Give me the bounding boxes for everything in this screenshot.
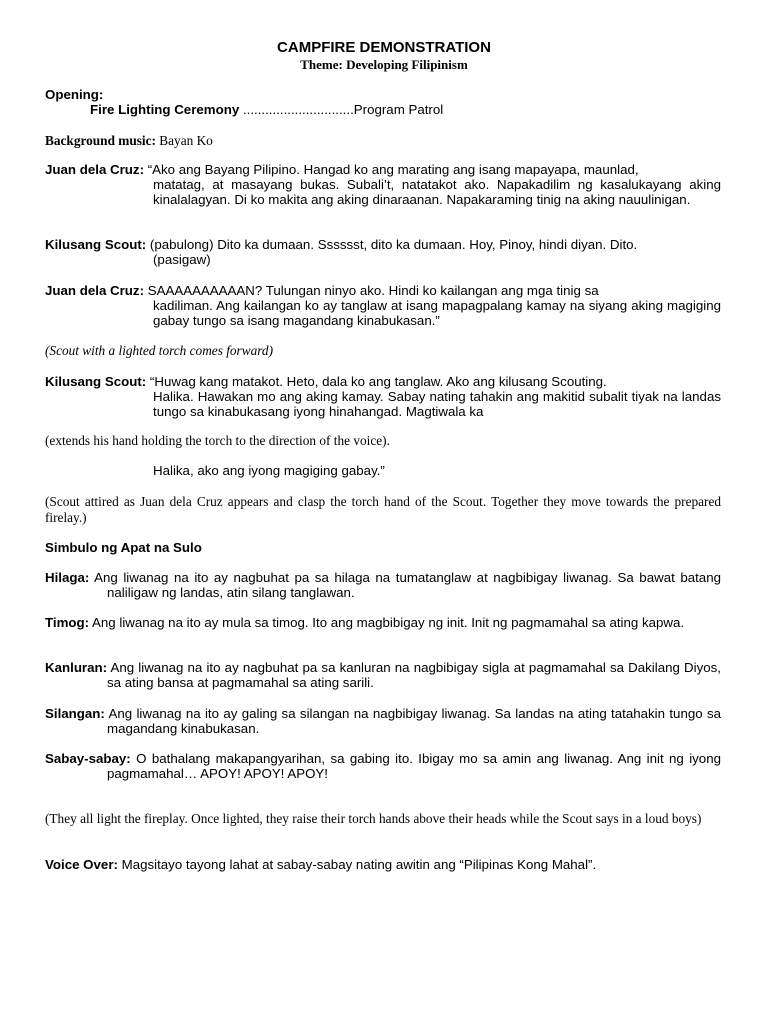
dialogue-continuation: matatag, at masayang bukas. Subali’t, natatakot ako. Napakadilim ng kasalukayang aking kinalalagyan. Di ko makita ang aking dinaraanan. Napakaraming tinig na aking nauulinigan. bbox=[153, 177, 721, 207]
speaker-name: Juan dela Cruz: bbox=[45, 162, 145, 177]
speaker-name: Kilusang Scout: bbox=[45, 237, 147, 252]
stage-note-4: (They all light the fireplay. Once lighted, they raise their torch hands above their heads while the Scout says in a loud boys) bbox=[45, 811, 702, 826]
speaker-name: Juan dela Cruz: bbox=[45, 283, 145, 298]
opening-dots: .............................. bbox=[242, 102, 354, 117]
background-music-label: Background music: bbox=[45, 133, 156, 148]
direction-text: Ang liwanag na ito ay nagbuhat pa sa kanluran na nagbibigay sigla at pagmamahal sa Dakilang Diyos, sa ating bansa at pagmamahal sa ating sarili. bbox=[107, 660, 721, 690]
dialogue-juan-1 bbox=[45, 162, 721, 207]
direction-text: Ang liwanag na ito ay nagbuhat pa sa hilaga na tumatanglaw at nagbibigay liwanag. Sa bawat batang naliligaw ng landas, atin silang tanglawan. bbox=[94, 570, 721, 600]
background-music bbox=[45, 133, 721, 149]
dialogue-first-line bbox=[45, 283, 721, 298]
dialogue-continuation: (pasigaw) bbox=[153, 252, 211, 267]
section-heading: Simbulo ng Apat na Sulo bbox=[45, 540, 202, 555]
opening-label: Opening: bbox=[45, 87, 104, 102]
dialogue-continuation: Halika. Hawakan mo ang aking kamay. Sabay nating tahakin ang makitid subalit tiyak na landas tungo sa kinabukasang iyong hinahangad. Magtiwala ka bbox=[153, 389, 721, 419]
page-title: CAMPFIRE DEMONSTRATION bbox=[277, 39, 491, 56]
opening-item: Fire Lighting Ceremony bbox=[90, 102, 240, 117]
background-music-value: Bayan Ko bbox=[159, 133, 213, 148]
stage-note-1: (Scout with a lighted torch comes forward) bbox=[45, 343, 273, 358]
direction-hilaga bbox=[45, 570, 721, 600]
direction-timog bbox=[45, 615, 721, 630]
dialogue-text: SAAAAAAAAAAN? Tulungan ninyo ako. Hindi ko kailangan ang mga tinig sa bbox=[147, 283, 599, 298]
dialogue-scout-2 bbox=[45, 374, 721, 419]
direction-sabay-sabay bbox=[45, 751, 721, 781]
dialogue-first-line bbox=[45, 374, 721, 389]
direction-label: Timog: bbox=[45, 615, 90, 630]
dialogue-first-line bbox=[45, 237, 721, 252]
direction-kanluran bbox=[45, 660, 721, 690]
dialogue-first-line bbox=[45, 162, 721, 177]
dialogue-scout-2-continued: Halika, ako ang iyong magiging gabay.” bbox=[153, 463, 385, 478]
direction-silangan bbox=[45, 706, 721, 736]
opening-line bbox=[90, 102, 690, 117]
dialogue-juan-2 bbox=[45, 283, 721, 328]
direction-label: Sabay-sabay: bbox=[45, 751, 131, 766]
dialogue-text: “Huwag kang matakot. Heto, dala ko ang tanglaw. Ako ang kilusang Scouting. bbox=[149, 374, 607, 389]
opening-who: Program Patrol bbox=[353, 102, 444, 117]
direction-label: Hilaga: bbox=[45, 570, 90, 585]
stage-note-2: (extends his hand holding the torch to the direction of the voice). bbox=[45, 433, 390, 448]
direction-text: O bathalang makapangyarihan, sa gabing ito. Ibigay mo sa amin ang liwanag. Ang init ng iyong pagmamahal… APOY! APOY! APOY! bbox=[107, 751, 721, 781]
direction-text: Ang liwanag na ito ay mula sa timog. Ito ang magbibigay ng init. Init ng pagmamahal sa ating kapwa. bbox=[92, 615, 685, 630]
direction-label: Silangan: bbox=[45, 706, 105, 721]
voice-over-label: Voice Over: bbox=[45, 857, 118, 872]
dialogue-scout-1 bbox=[45, 237, 721, 267]
direction-text: Ang liwanag na ito ay galing sa silangan na nagbibigay liwanag. Sa landas na ating tatahakin tungo sa magandang kinabukasan. bbox=[107, 706, 722, 736]
dialogue-continuation: kadiliman. Ang kailangan ko ay tanglaw at isang mapagpalang kamay na siyang aking magiging gabay tungo sa isang magandang kinabukasan.” bbox=[153, 298, 721, 328]
direction-label: Kanluran: bbox=[45, 660, 108, 675]
stage-note-3: (Scout attired as Juan dela Cruz appears and clasp the torch hand of the Scout. Together they move towards the prepared firelay.) bbox=[45, 494, 721, 525]
speaker-name: Kilusang Scout: bbox=[45, 374, 147, 389]
page-subtitle: Theme: Developing Filipinism bbox=[300, 57, 468, 72]
dialogue-text: (pabulong) Dito ka dumaan. Sssssst, dito ka dumaan. Hoy, Pinoy, hindi diyan. Dito. bbox=[149, 237, 638, 252]
voice-over-text: Magsitayo tayong lahat at sabay-sabay nating awitin ang “Pilipinas Kong Mahal”. bbox=[121, 857, 597, 872]
voice-over bbox=[45, 857, 721, 872]
dialogue-text: “Ako ang Bayang Pilipino. Hangad ko ang marating ang isang mapayapa, maunlad, bbox=[147, 162, 639, 177]
